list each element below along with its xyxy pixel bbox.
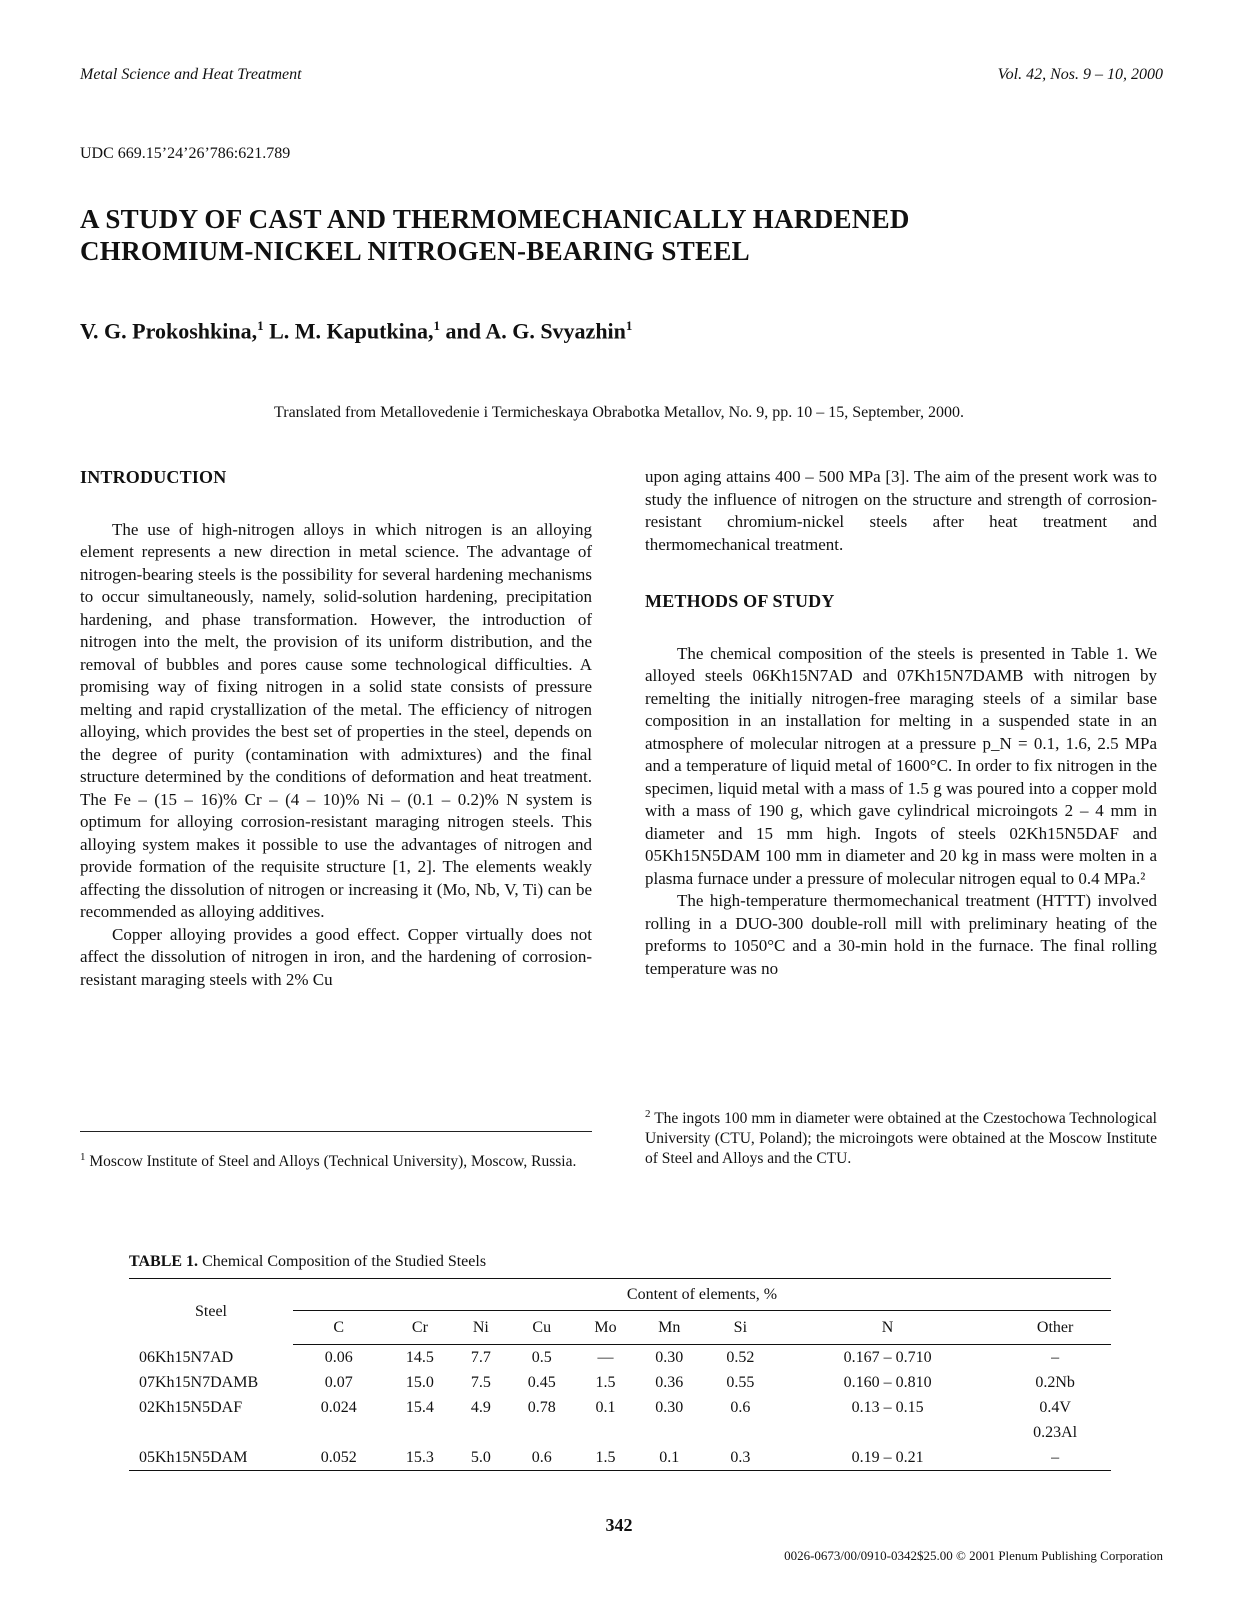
table-cell: 1.5 [577,1445,633,1471]
title-line-1: A STUDY OF CAST AND THERMOMECHANICALLY HARDENED [80,204,910,234]
author-3: A. G. Svyazhin [485,318,626,344]
intro-paragraph-2-continued: upon aging attains 400 – 500 MPa [3]. The aim of the present work was to study the influence of nitrogen on the structure and strength of corrosion-resistant chromium-nickel steels after heat treatment and thermomechanical treatment. [645,467,1157,554]
author-conjunction: and [445,318,482,344]
page-number: 342 [605,1515,633,1535]
table-cell: 0.36 [655,1374,684,1391]
footnote-rule [80,1131,592,1132]
affiliation-mark: 1 [625,318,633,333]
header-content-of-elements: Content of elements, % [293,1279,1111,1311]
footnote-1 [80,1147,592,1172]
table-cell: – [999,1445,1111,1471]
table-cell: 7.7 [470,1349,491,1366]
article-title [80,203,1080,267]
footnote-2-mark: 2 [645,1108,651,1120]
footnote-1-text: Moscow Institute of Steel and Alloys (Technical University), Moscow, Russia. [89,1153,577,1171]
footnote-2-text: The ingots 100 mm in diameter were obtained at the Czestochowa Technological University (CTU, Poland); the microingots were obtained at the Moscow Institute of Steel and Alloys and the CTU. [645,1110,1157,1168]
table-cell: 1.5 [595,1374,616,1391]
table-cell: 0.1 [595,1399,616,1416]
methods-paragraph-2: The high-temperature thermomechanical treatment (HTTT) involved rolling in a DUO-300 double-roll mill with preliminary heating of the preforms to 1050°C and a 30-min hold in the furnace. The final rolling temperature was no [645,891,1157,978]
title-line-2: CHROMIUM-NICKEL NITROGEN-BEARING STEEL [80,236,750,266]
author-2: L. M. Kaputkina, [269,318,434,344]
intro-paragraph-2: Copper alloying provides a good effect. Copper virtually does not affect the dissolution of nitrogen in iron, and the hardening of corrosion-resistant maraging steels with 2% Cu [80,924,592,989]
header-element: Mo [577,1311,633,1345]
author-1: V. G. Prokoshkina, [80,318,258,344]
table-cell: – [1051,1349,1060,1366]
journal-name: Metal Science and Heat Treatment [80,66,302,83]
table-cell: 15.4 [405,1399,434,1416]
methods-heading: METHODS OF STUDY [645,591,835,611]
table-cell: 5.0 [455,1445,506,1471]
table-cell: 0.6 [506,1445,577,1471]
left-column [80,466,592,991]
header-element: C [293,1311,384,1345]
table-cell: 0.30 [655,1349,684,1366]
methods-paragraph-1: The chemical composition of the steels is presented in Table 1. We alloyed steels 06Kh15N7AD and 07Kh15N7DAMB with nitrogen by remelting the initially nitrogen-free maraging steels of a similar base composition in an installation for melting in a suspended state in an atmosphere of molecular nitrogen at a pressure p_N = 0.1, 1.6, 2.5 MPa and a temperature of liquid metal of 1600°C. In order to fix nitrogen in the specimen, liquid metal with a mass of 1.5 g was poured into a copper mold with a mass of 190 g, which gave cylindrical microingots 2 – 4 mm in diameter and 15 mm high. Ingots of steels 02Kh15N5DAF and 05Kh15N5DAM 100 mm in diameter and 20 kg in mass were molten in a plasma furnace under a pressure of molecular nitrogen equal to 0.4 MPa.² [645,643,1157,888]
table-cell: 0.160 – 0.810 [843,1374,932,1391]
table-caption-label: TABLE 1. [129,1253,199,1270]
table-cell: 15.0 [405,1374,434,1391]
header-element: N [776,1311,999,1345]
udc-code: UDC 669.15’24’26’786:621.789 [80,145,291,162]
affiliation-mark: 1 [257,318,264,333]
table-caption-text: Chemical Composition of the Studied Steels [202,1253,487,1270]
table-cell: 0.167 – 0.710 [843,1349,932,1366]
table-cell: 0.52 [726,1349,755,1366]
author-list [80,318,632,344]
table-cell-line: 0.4V [1039,1399,1071,1416]
table-cell: 4.9 [470,1399,491,1416]
table-cell: 14.5 [405,1349,434,1366]
table-cell [999,1395,1111,1445]
table-row [129,1445,1111,1471]
header-element: Ni [455,1311,506,1345]
table-cell: 15.3 [384,1445,455,1471]
table-caption [129,1253,486,1271]
table-cell-line: 0.23Al [1033,1424,1078,1441]
footnote-2 [645,1104,1157,1169]
header-element: Cr [384,1311,455,1345]
table-cell: 0.3 [705,1445,776,1471]
header-element: Si [705,1311,776,1345]
table-cell: 0.6 [730,1399,751,1416]
translation-note: Translated from Metallovedenie i Termicheskaya Obrabotka Metallov, No. 9, pp. 10 – 15, September, 2000. [274,404,964,421]
volume-info: Vol. 42, Nos. 9 – 10, 2000 [997,66,1163,83]
table-cell: 0.024 [320,1399,357,1416]
steel-grade: 05Kh15N5DAM [129,1445,293,1471]
table-cell: 0.19 – 0.21 [776,1445,999,1471]
affiliation-mark: 1 [433,318,441,333]
table-row [129,1395,1111,1445]
right-column [645,466,1157,980]
steel-grade: 02Kh15N5DAF [139,1399,243,1416]
table-cell: 0.1 [634,1445,705,1471]
table-row [129,1345,1111,1371]
table-cell: 7.5 [470,1374,491,1391]
table-cell: 0.2Nb [1035,1374,1075,1391]
intro-paragraph-1: The use of high-nitrogen alloys in which nitrogen is an alloying element represents a new direction in metal science. The advantage of nitrogen-bearing steels is the possibility for several hardening mechanisms to occur simultaneously, namely, solid-solution hardening, precipitation hardening, and phase transformation. However, the introduction of nitrogen into the melt, the provision of its uniform distribution, and the removal of bubbles and pores cause some technological difficulties. A promising way of fixing nitrogen in a solid state consists of pressure melting and rapid crystallization of the metal. The efficiency of nitrogen alloying, which provides the best set of properties in the steel, depends on the degree of purity (contamination with admixtures) and the final structure determined by the conditions of deformation and heat treatment. The Fe – (15 – 16)% Cr – (4 – 10)% Ni – (0.1 – 0.2)% N system is optimum for alloying corrosion-resistant maraging nitrogen steels. This alloying system makes it possible to use the advantages of nitrogen and provide formation of the requisite structure [1, 2]. The elements weakly affecting the dissolution of nitrogen or increasing it (Mo, Nb, V, Ti) can be recommended as alloying additives. [80,519,592,921]
table-cell: 0.052 [293,1445,384,1471]
header-element: Cu [506,1311,577,1345]
table-cell: 0.45 [527,1374,556,1391]
table-cell: 0.13 – 0.15 [851,1399,924,1416]
header-element: Other [999,1311,1111,1345]
table-cell: 0.55 [726,1374,755,1391]
steel-grade: 06Kh15N7AD [139,1348,234,1366]
table-cell: 0.30 [655,1399,684,1416]
table-cell: 0.07 [324,1374,353,1391]
table-cell: 0.06 [324,1349,353,1366]
footnote-1-mark: 1 [80,1151,86,1163]
header-steel: Steel [195,1302,227,1320]
table-row [129,1370,1111,1395]
table-cell: — [597,1349,614,1366]
header-element: Mn [634,1311,705,1345]
steel-grade: 07Kh15N7DAMB [139,1374,259,1391]
composition-table [129,1278,1111,1471]
table-cell: 0.5 [531,1349,552,1366]
introduction-heading: INTRODUCTION [80,467,227,487]
table-cell: 0.78 [527,1399,556,1416]
copyright-line: 0026-0673/00/0910-0342$25.00 © 2001 Plenum Publishing Corporation [784,1548,1163,1563]
table-body [129,1345,1111,1471]
